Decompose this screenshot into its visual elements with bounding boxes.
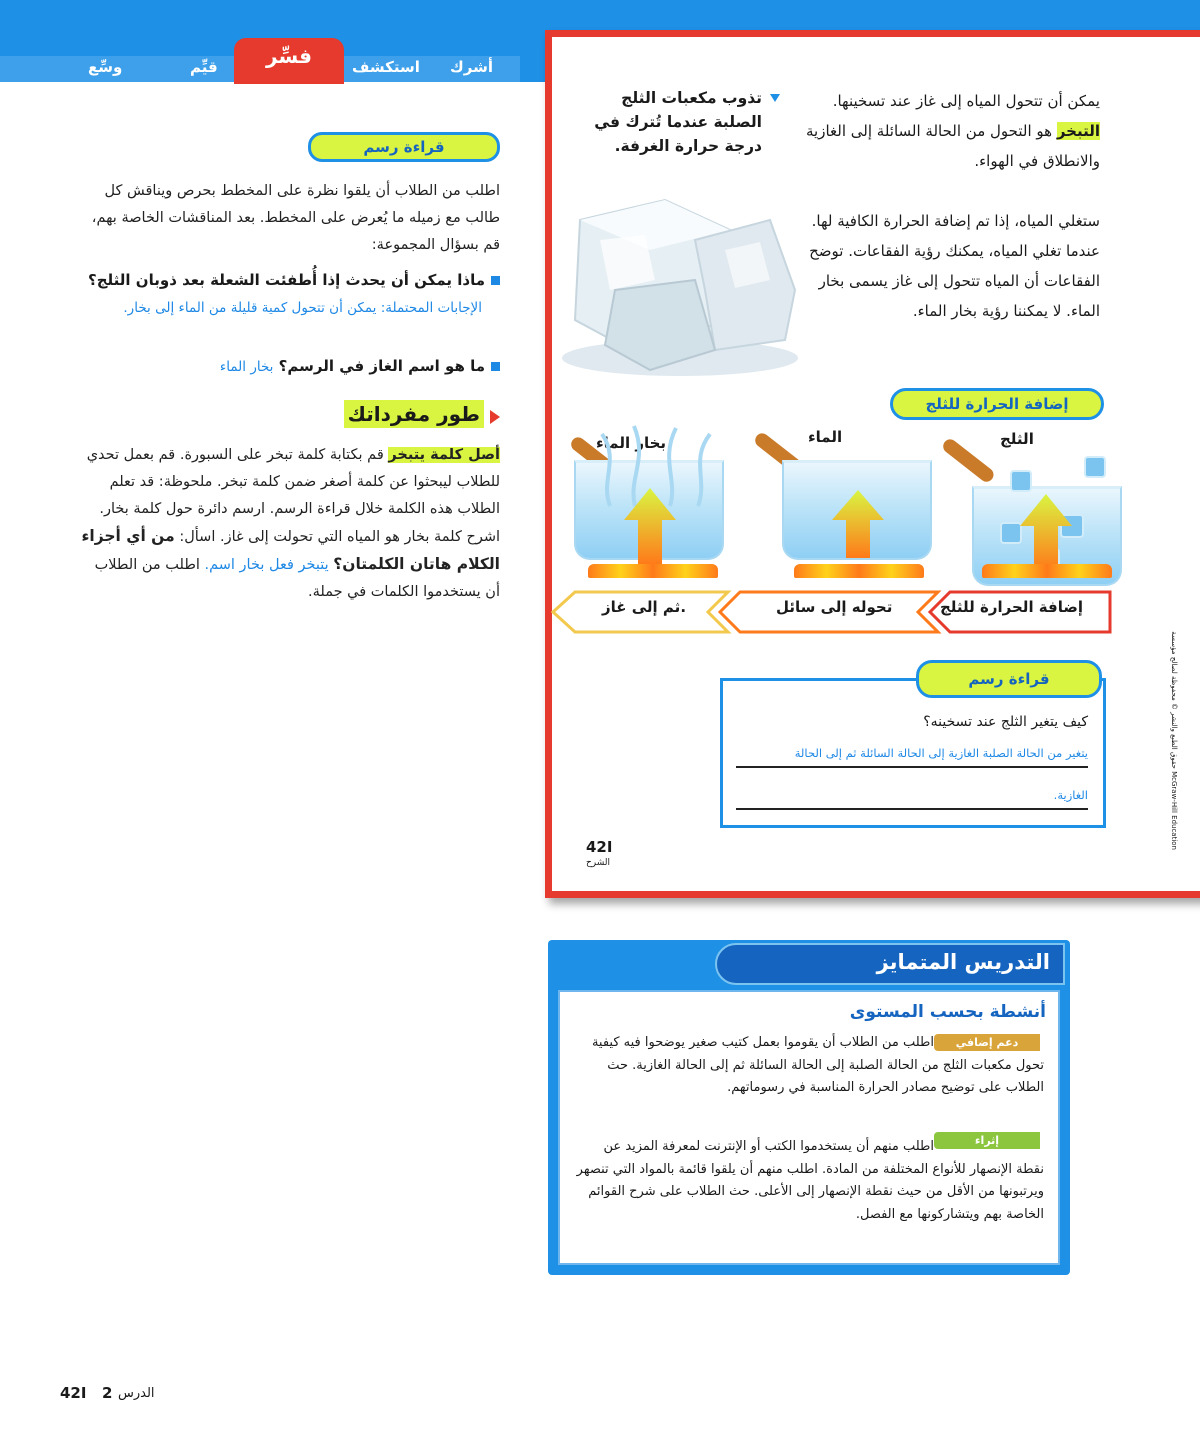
arrow-icon xyxy=(490,410,500,424)
footer-lesson: الدرس xyxy=(118,1386,155,1401)
arrow-label-gas: ثم إلى غاز. xyxy=(602,598,687,616)
pot-label-vapor: بخار الماء xyxy=(596,434,667,452)
tab-engage[interactable]: أشرك xyxy=(450,58,493,76)
flame-icon xyxy=(794,564,924,578)
heat-arrow-icon xyxy=(1016,490,1076,570)
heat-arrow-icon xyxy=(828,488,888,558)
answer-line-1: يتغير من الحالة الصلبة الغازية إلى الحالة السائلة ثم إلى الحالة xyxy=(736,746,1088,768)
di-subtitle: أنشطة بحسب المستوى xyxy=(849,1002,1046,1022)
reading-box-label: قراءة رسم xyxy=(916,660,1102,698)
vocab-heading: طور مفرداتك xyxy=(320,402,500,436)
vocab-body: أصل كلمة يتبخر قم بكتابة كلمة تبخر على السبورة. قم بعمل تحدي للطلاب ليبحثوا عن كلمة أصغر ضمن كلمة تبخر. ملحوظة: قد تعلم الطلاب هذه الكلمة خلال قراءة الرسم. ارسم دائرة حول كلمة بخار. اشرح كلمة بخار هو المياه التي تحولت إلى غاز. اسأل: من أي أجزاء الكلام هاتان الكلمتان؟ يتبخر فعل بخار اسم. اطلب من الطلاب أن يستخدموا الكلمات في جملة. xyxy=(81,447,500,600)
tag-enrichment: إثراء xyxy=(934,1132,1040,1149)
ice-cube-icon xyxy=(1010,470,1032,492)
flame-icon xyxy=(982,564,1112,578)
reading-graph-label: قراءة رسم xyxy=(308,132,500,162)
tab-explain[interactable]: فسِّر xyxy=(234,38,344,84)
ice-cubes-image xyxy=(555,180,800,380)
arrow-label-heat: إضافة الحرارة للثلج xyxy=(940,598,1083,616)
question-1-answer: الإجابات المحتملة: يمكن أن تتحول كمية قليلة من الماء إلى بخار. xyxy=(123,300,482,316)
question-1: ماذا يمكن أن يحدث إذا أُطفئت الشعلة بعد ذوبان الثلج؟ xyxy=(40,268,500,292)
student-page-number: 42I xyxy=(586,838,613,856)
boiling-paragraph: ستغلي المياه، إذا تم إضافة الحرارة الكافية لها. عندما تغلي المياه، يمكنك رؤية الفقاعات. توضح الفقاعات أن المياه تتحول إلى غاز يسمى بخار الماء. لا يمكننا رؤية بخار الماء. xyxy=(809,212,1100,320)
reading-question: كيف يتغير الثلج عند تسخينه؟ xyxy=(923,714,1088,730)
footer-lesson-number: 2 xyxy=(102,1384,113,1402)
ice-caption: تذوب مكعبات الثلج الصلبة عندما تُترك في درجة حرارة الغرفة. xyxy=(594,89,762,155)
diagram-title: إضافة الحرارة للثلج xyxy=(890,388,1104,420)
caption-marker-icon xyxy=(770,94,780,102)
tab-extend[interactable]: وسِّع xyxy=(88,58,123,76)
di-title: التدريس المتمايز xyxy=(876,950,1050,974)
di-enrichment-text: اطلب منهم أن يستخدموا الكتب أو الإنترنت لمعرفة المزيد عن نقطة الإنصهار للأنواع المختلفة من المادة. اطلب منهم أن يلقوا قائمة بالمواد التي تنصهر ويرتبونها من الأقل من حيث نقطة الإنصهار إلى الأعلى. حث الطلاب على شرح القوائم الخاصة بهم ويتشاركونها مع الفصل. xyxy=(576,1139,1044,1222)
pot-label-ice: الثلج xyxy=(1000,430,1034,448)
student-page-section: الشرح xyxy=(586,858,611,868)
pot-label-water: الماء xyxy=(808,428,843,446)
arrow-label-liquid: تحوله إلى سائل xyxy=(776,598,893,616)
footer-page-number: 42I xyxy=(60,1384,87,1402)
bullet-icon xyxy=(491,276,500,285)
copyright-credit: McGraw-Hill Education حقوق الطبع والنشر © محفوظة لصالح مؤسسة xyxy=(1170,631,1178,850)
tab-evaluate[interactable]: قيِّم xyxy=(190,58,218,76)
evaporation-paragraph: يمكن أن تتحول المياه إلى غاز عند تسخينها. التبخر هو التحول من الحالة السائلة إلى الغازية والانطلاق في الهواء. xyxy=(806,92,1100,170)
answer-line-2: الغازية. xyxy=(736,788,1088,810)
ice-cube-icon xyxy=(1084,456,1106,478)
heat-arrow-icon xyxy=(620,484,680,564)
tag-extra-support: دعم إضافي xyxy=(934,1034,1040,1051)
reading-instructions: اطلب من الطلاب أن يلقوا نظرة على المخطط بحرص ويناقش كل طالب مع زميله ما يُعرض على المخطط. بعد المناقشات الخاصة بهم، قم بسؤال المجموعة: xyxy=(91,183,500,253)
bullet-icon xyxy=(491,362,500,371)
tab-explore[interactable]: استكشف xyxy=(352,58,420,76)
di-support-text: اطلب من الطلاب أن يقوموا بعمل كتيب صغير يوضحوا فيه كيفية تحول مكعبات الثلج من الحالة الصلبة إلى الحالة السائلة ثم إلى الحالة الغازية. حث الطلاب على توضيح مصادر الحرارة المناسبة في رسوماتهم. xyxy=(591,1035,1044,1095)
flame-icon xyxy=(588,564,718,578)
question-2: ما هو اسم الغاز في الرسم؟ بخار الماء xyxy=(100,354,500,379)
